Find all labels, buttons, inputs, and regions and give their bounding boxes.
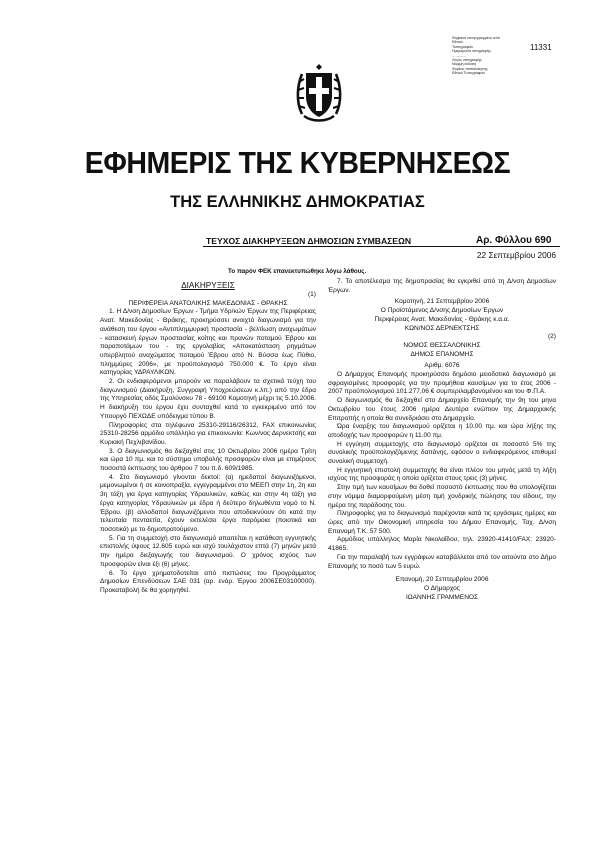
- issue-number: Αρ. Φύλλου 690: [476, 235, 552, 246]
- issue-date: 22 Σεπτεμβρίου 2006: [476, 250, 556, 260]
- right-column: [328, 278, 556, 602]
- header-rule: [203, 246, 560, 247]
- notice-ref: (2): [547, 333, 556, 341]
- paragraph: Ώρα έναρξης του διαγωνισμού ορίζεται η 10.00 πμ. και ώρα λήξης της αποδοχής των προσφορών η 11.00 πμ.: [328, 423, 556, 439]
- gazette-subtitle: ΤΗΣ ΕΛΛΗΝΙΚΗΣ ΔΗΜΟΚΡΑΤΙΑΣ: [170, 193, 425, 211]
- signatory-line: Ο Δήμαρχος: [424, 584, 460, 592]
- paragraph: 3. Ο διαγωνισμός θα διεξαχθεί στις 10 Οκτωβρίου 2006 ημέρα Τρίτη και ώρα 10 πμ. και το σύστημα υποβολής προσφορών είναι με επιμέρους ποσοστά έκπτωσης του άρθρου 7 του π.δ. 609/1985.: [100, 447, 316, 473]
- signatory-name: ΙΩΑΝΝΗΣ ΓΡΑΜΜΕΝΟΣ: [405, 593, 479, 601]
- paragraph: Πληροφορίες στα τηλέφωνα 25310-29116/26312, FAX επικοινωνίας 25310-28256 αρμόδιο υπάλληλο για επικοινωνία: Κων/νος Δερνεκτσής και Κυριακή Πεχλιβανίδου.: [100, 421, 316, 446]
- stamp-line: Λόγος υπογραφής:: [452, 58, 483, 63]
- paragraph: 2. Οι ενδιαφερόμενοι μπορούν να παραλάβουν τα σχετικά τεύχη του διαγωνισμού (Διακήρυξη, Συγγραφή Υποχρεώσεων κ.λπ.) από την έδρα της Υπηρεσίας οδός Σμολύνσκυ 78 - 69100 Κομοτηνή μέχρι τις 5.10.2006. Η διακήρυξη του έργου έχει συνταχθεί κατά το εγκεκριμένο από τον Υπουργό ΠΕΧΩΔΕ υπόδειγμα τύπου Β.: [100, 378, 316, 420]
- paragraph: 4. Στο διαγωνισμό γίνονται δεκτοί: (α) ημεδαποί διαγωνιζόμενοι, μεμονωμένοι ή σε κοινοπραξία, εγγεγραμμένοι στο ΜΕΕΠ στην 1η, 2η και 3η τάξη για έργα κατηγορίας Υδραυλικών, καθώς και στην 4η τάξη για έργα κατηγορίας Υδραυλικών με έδρα ή δεύτερο δηλωθέντα νομό το Ν. Έβρου. (β) αλλοδαποί διαγωνιζόμενοι που αποδεικνύουν ότι κατά την τελευταία πενταετία, έχουν εκτελέσει έργα παρόμοια (ποιοτικά και ποσοτικά) με το δημοπρατούμενο.: [100, 473, 316, 533]
- section-heading: ΔΙΑΚΗΡΥΞΕΙΣ: [181, 281, 235, 290]
- stamp-line: Εθνικό: [452, 40, 463, 45]
- paragraph: Για την παραλαβή των εγγράφων καταβάλλεται από τον αιτούντα στο Δήμο Επανομής το ποσό των 5 ευρώ.: [328, 553, 556, 570]
- stamp-line: Φορέας πιστοποίησης:: [452, 66, 489, 71]
- issue-series: ΤΕΥΧΟΣ ΔΙΑΚΗΡΥΞΕΩΝ ΔΗΜΟΣΙΩΝ ΣΥΜΒΑΣΕΩΝ: [206, 236, 412, 246]
- paragraph: Αρμόδιος υπάλληλος Μαρία Νικολαΐδου, τηλ. 23920-41410/FAX: 23920-41865.: [328, 536, 556, 553]
- stamp-line: Τυπογραφείο: [452, 44, 473, 49]
- place-date: Κομοτηνή, 21 Σεπτεμβρίου 2006: [394, 298, 490, 306]
- notice-region: ΠΕΡΙΦΕΡΕΙΑ ΑΝΑΤΟΛΙΚΗΣ ΜΑΚΕΔΟΝΙΑΣ - ΘΡΑΚΗΣ: [128, 299, 288, 307]
- page-number: 11331: [530, 43, 552, 52]
- reprint-note: Το παρόν ΦΕΚ επανεκτυπώθηκε λόγω λάθους.: [228, 268, 367, 275]
- signatory-name: ΚΩΝ/ΝΟΣ ΔΕΡΝΕΚΤΣΗΣ: [404, 324, 480, 332]
- stamp-line: ... ..-..-....: [452, 53, 467, 58]
- paragraph: 5. Για τη συμμετοχή στο διαγωνισμό απαιτείται η κατάθεση εγγυητικής επιστολής ύψους 12.605 ευρώ και ισχύ τουλάχιστον επτά (7) μηνών μετά την ημέρα διεξαγωγής του διαγωνισμού. Ο χρόνος ισχύος των προσφορών είναι έξι (6) μήνες.: [100, 534, 316, 568]
- paragraph: Η εγγυητική επιστολή συμμετοχής θα είναι πλέον του μηνός μετά τη λήξη ισχύος της προσφοράς η οποία ορίζεται στους τρεις (3) μήνες.: [328, 466, 556, 483]
- coat-of-arms-icon: [294, 64, 344, 126]
- paragraph: 7. Το αποτέλεσμα της δημοπρασίας θα εγκριθεί από τη Δ/νση Δημοσίων Έργων.: [328, 278, 556, 294]
- paragraph: 1. Η Δ/νση Δημοσίων Έργων - Τμήμα Υδρ/κών Έργων της Περιφέρειας Ανατ. Μακεδονίας - Θράκης, προκηρύσσει ανοιχτό διαγωνισμό για την ανάθεση του έργου «Αντιπλημμυρική προστασία - βελτίωση αναχωμάτων - κατασκευή έργων προστασίας κοίτης και πρανών ποταμού Έβρου και παραποτάμων του - της εργολαβίας «Αποκατάσταση ρηγμάτων υπερβλητού αναχώματος ποταμού Έβρου από Ν. Βύσσα έως Πύθιο, πλημμύρες 2006», με προϋπολογισμό 750.000 €. Το έργο είναι κατηγορίας ΥΔΡΑΥΛΙΚΩΝ.: [100, 308, 316, 377]
- paragraph: Πληροφορίες για το διαγωνισμό παρέχονται κατά τις εργάσιμες ημέρες και ώρες από την Οικονομική υπηρεσία του Δήμου Επανομής, Ταχ. Δ/νση Επανομή Τ.Κ. 57 500.: [328, 510, 556, 535]
- signatory-line: Ο Προϊστάμενος Δ/νσης Δημοσίων Έργων: [380, 307, 504, 315]
- stamp-line: Ψηφιακά υπογεγραμμένο από: [452, 36, 500, 40]
- stamp-line: Εθνικό Τυπογραφείο: [452, 71, 485, 76]
- stamp-line: Ημερομηνία υπογραφής:: [452, 49, 492, 54]
- signatory-line: Περιφέρειας Ανατ. Μακεδονίας - Θράκης κ.α.α.: [374, 315, 510, 323]
- paragraph: Ο διαγωνισμός θα διεξαχθεί στο Δημαρχείο Επανομής την 9η του μηνα Οκτωβρίου του έτους 2006 ημέρα Δευτέρα ενώπιον της Δημαρχιακής Επιτροπής η οποία θα συνεδριάσει στο Δημαρχείο.: [328, 397, 556, 422]
- notice-org: ΔΗΜΟΣ ΕΠΑΝΟΜΗΣ: [410, 350, 474, 358]
- notice-org: ΝΟΜΟΣ ΘΕΣΣΑΛΟΝΙΚΗΣ: [403, 341, 481, 349]
- left-column: [100, 280, 316, 596]
- notice-ref: (1): [307, 291, 316, 298]
- paragraph: Η εγγύηση συμμετοχής στο διαγωνισμό ορίζεται σε ποσοστό 5% της συνολικής προϋπολογιζόμενης δαπάνης, εφόσον ο ενδιαφερόμενος επιθυμεί συνολική συμμετοχή.: [328, 440, 556, 466]
- paragraph: 6. Το έργο χρηματοδοτείται από πιστώσεις του Προγράμματος Δημοσίων Επενδύσεων ΣΑΕ 031 (αρ. ενάρ. Έργου 2006ΣΕ03100000). Προκαταβολή δε θα χορηγηθεί.: [100, 569, 316, 594]
- paragraph: Στην τιμή των καυσίμων θα δοθεί ποσοστό έκπτωσης που θα υπολογίζεται στην νόμιμα διαμορφούμενη μέση τιμή χονδρικής πώλησης του είδους, την ημέρα της παράδοσης του.: [328, 484, 556, 509]
- place-date: Επανομή, 20 Σεπτεμβρίου 2006: [395, 576, 489, 584]
- stamp-line: Νόμιμη έκδοση: [452, 62, 477, 67]
- notice-number: Αριθμ. 6076: [424, 362, 460, 370]
- gazette-title: ΕΦΗΜΕΡΙΣ ΤΗΣ ΚΥΒΕΡΝΗΣΕΩΣ: [84, 145, 511, 180]
- digital-signature-stamp: [452, 36, 510, 76]
- paragraph: Ο Δήμαρχος Επανομής προκηρύσσει δημόσιο μειοδοτικό διαγωνισμό με σφραγισμένες προσφορές για την προμήθεια καυσίμων για το έτος 2006 - 2007 προϋπολογισμού 101.277,06 € συμπεριλαμβανομένου και του Φ.Π.Α.: [328, 371, 556, 396]
